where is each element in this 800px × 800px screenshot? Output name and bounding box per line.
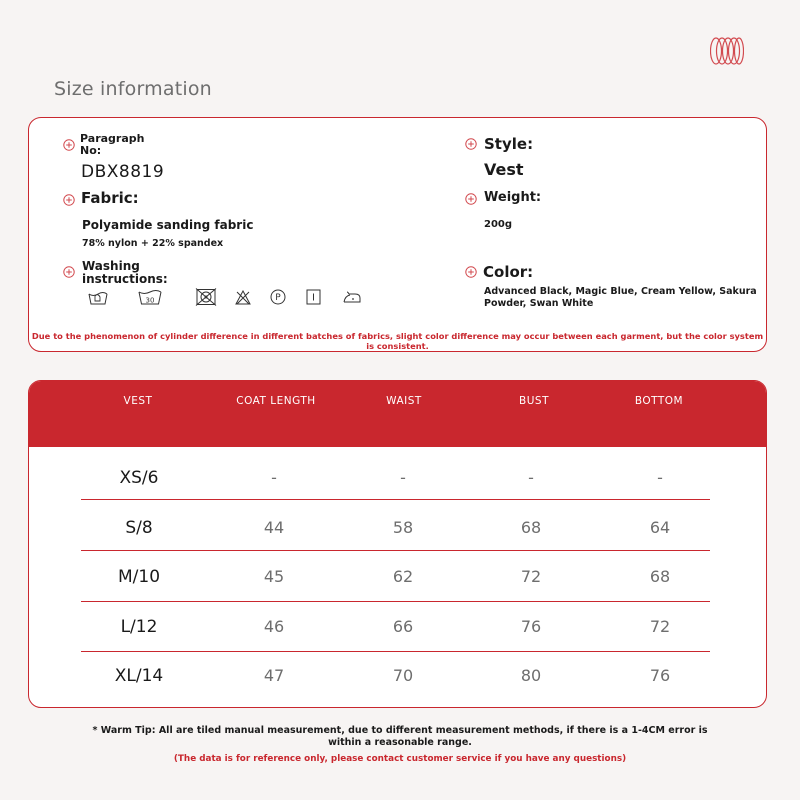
plus-circle-icon — [465, 193, 477, 205]
row-divider — [81, 651, 710, 652]
style-label: Style: — [484, 135, 534, 153]
line-dry-icon — [306, 289, 321, 305]
table-cell: 47 — [263, 666, 285, 685]
header-bust: BUST — [519, 395, 549, 407]
do-not-bleach-icon — [235, 290, 251, 305]
size-table — [28, 380, 767, 708]
warm-tip: * Warm Tip: All are tiled manual measurement, due to different measurement methods, if there is a 1-4CM error is within a reasonable range. — [92, 725, 708, 748]
product-info-card — [28, 117, 767, 352]
page-title: Size information — [54, 78, 212, 100]
size-s-8: S/8 — [125, 518, 153, 538]
header-waist: WAIST — [386, 395, 422, 407]
svg-text:P: P — [275, 293, 281, 304]
svg-text:30: 30 — [145, 296, 155, 305]
paragraph-no-label: Paragraph No: — [80, 132, 145, 157]
dry-clean-p-icon — [270, 289, 286, 305]
header-vest: VEST — [123, 395, 153, 407]
table-cell: 72 — [649, 617, 671, 636]
do-not-tumble-dry-icon — [195, 288, 217, 306]
table-cell: - — [271, 468, 277, 487]
table-cell: 44 — [263, 518, 285, 537]
plus-circle-icon — [465, 138, 477, 150]
size-xs-6: XS/6 — [119, 468, 159, 488]
plus-circle-icon — [63, 266, 75, 278]
weight-value: 200g — [484, 219, 513, 230]
table-cell: 46 — [263, 617, 285, 636]
color-label: Color: — [483, 263, 534, 281]
brand-rings-icon — [710, 36, 744, 66]
table-cell: 58 — [392, 518, 414, 537]
table-cell: 64 — [649, 518, 671, 537]
fabric-composition: 78% nylon + 22% spandex — [82, 238, 224, 249]
reference-disclaimer: (The data is for reference only, please contact customer service if you have any questions) — [173, 754, 627, 764]
table-cell: - — [528, 468, 534, 487]
table-cell: 45 — [263, 567, 285, 586]
table-cell: 80 — [520, 666, 542, 685]
row-divider — [81, 601, 710, 602]
size-m-10: M/10 — [117, 567, 161, 587]
iron-low-icon — [342, 290, 362, 304]
row-divider — [81, 550, 710, 551]
table-cell: 62 — [392, 567, 414, 586]
plus-circle-icon — [63, 194, 75, 206]
table-cell: 68 — [520, 518, 542, 537]
style-value: Vest — [484, 160, 524, 179]
plus-circle-icon — [465, 266, 477, 278]
paragraph-no-value: DBX8819 — [81, 162, 165, 182]
table-cell: 72 — [520, 567, 542, 586]
header-bottom: BOTTOM — [634, 395, 684, 407]
wash-30-icon — [137, 288, 163, 306]
hand-wash-icon — [87, 290, 109, 306]
table-cell: - — [400, 468, 406, 487]
plus-circle-icon — [63, 139, 75, 151]
table-cell: - — [657, 468, 663, 487]
table-cell: 76 — [520, 617, 542, 636]
table-cell: 68 — [649, 567, 671, 586]
header-coat-length: COAT LENGTH — [236, 395, 316, 407]
table-cell: 76 — [649, 666, 671, 685]
size-xl-14: XL/14 — [114, 666, 164, 686]
fabric-value: Polyamide sanding fabric — [82, 218, 254, 232]
fabric-label: Fabric: — [81, 189, 139, 207]
washing-label: Washing instructions: — [82, 259, 168, 286]
table-cell: 70 — [392, 666, 414, 685]
size-l-12: L/12 — [120, 617, 158, 637]
color-value: Advanced Black, Magic Blue, Cream Yellow, Sakura Powder, Swan White — [484, 286, 757, 309]
row-divider — [81, 499, 710, 500]
weight-label: Weight: — [484, 190, 542, 205]
size-table-header — [29, 381, 766, 447]
color-difference-notice: Due to the phenomenon of cylinder difference in different batches of fabrics, slight color difference may occur between each garment, but the color system is consistent. — [31, 331, 764, 351]
table-cell: 66 — [392, 617, 414, 636]
